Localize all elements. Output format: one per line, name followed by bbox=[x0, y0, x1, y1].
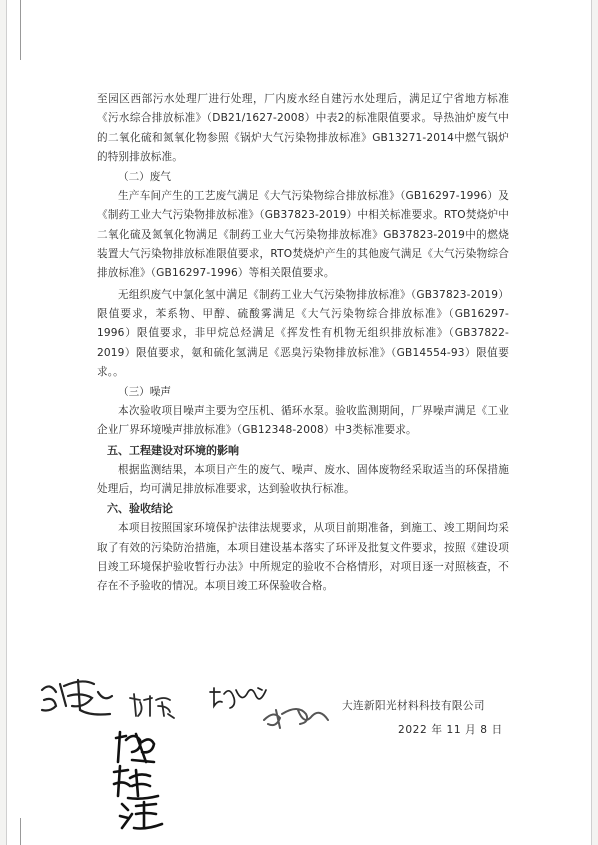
paragraph-acceptance-conclusion: 本项目按照国家环境保护法律法规要求，从项目前期准备，到施工、竣工期间均采取了有效的污染防治措施，本项目建设基本落实了环评及批复文件要求，按照《建设项目竣工环境保护验收暂行办法》中所规定的验收不合格情形，对项目逐一对照核查，不存在不予验收的情况。本项目竣工环保验收合格。 bbox=[97, 522, 509, 593]
paragraph-noise: 本次验收项目噪声主要为空压机、循环水泵。验收监测期间，厂界噪声满足《工业企业厂界环境噪声排放标准》（GB12348-2008）中3类标准要求。 bbox=[97, 405, 509, 437]
signature-date: 2022 年 11 月 8 日 bbox=[398, 724, 503, 736]
heading-noise: （三）噪声 bbox=[118, 386, 171, 399]
paragraph-wastewater: 至园区西部污水处理厂进行处理，厂内废水经自建污水处理后，满足辽宁省地方标准《污水综合排放标准》（DB21/1627-2008）中表2的标准限值要求。导热油炉废气中的二氧化硫和氮氧化物参照《锅炉大气污染物排放标准》GB13271-2014中燃气锅炉的特别排放标准。 bbox=[97, 93, 509, 163]
fold-line-top bbox=[20, 0, 21, 60]
heading-acceptance-conclusion: 六、验收结论 bbox=[107, 502, 173, 516]
signature-7 bbox=[118, 798, 168, 834]
document-body bbox=[97, 90, 509, 597]
signature-5 bbox=[112, 728, 160, 768]
signature-2 bbox=[128, 692, 178, 722]
signature-4 bbox=[262, 704, 332, 734]
paragraph-fugitive-gas: 无组织废气中氯化氢中满足《制药工业大气污染物排放标准》（GB37823-2019）限值要求，苯系物、甲醇、硫酸雾满足《大气污染物综合排放标准》（GB16297-1996）限值要求，非甲烷总烃满足《挥发性有机物无组织排放标准》（GB37822-2019）限值要求，氨和硫化氢满足《恶臭污染物排放标准》（GB14554-93）限值要求。。 bbox=[97, 288, 509, 378]
heading-waste-gas: （二）废气 bbox=[118, 171, 171, 184]
heading-environmental-impact: 五、工程建设对环境的影响 bbox=[107, 443, 239, 457]
paragraph-environmental-impact: 根据监测结果，本项目产生的废气、噪声、废水、固体废物经采取适当的环保措施处理后，均可满足排放标准要求，达到验收执行标准。 bbox=[97, 463, 509, 496]
company-name: 大连新阳光材料科技有限公司 bbox=[342, 700, 485, 712]
paragraph-process-gas: 生产车间产生的工艺废气满足《大气污染物综合排放标准》（GB16297-1996）及《制药工业大气污染物排放标准》（GB37823-2019）中相关标准要求。RTO焚烧炉中二氧化硫及氮氧化物满足《制药工业大气污染物排放标准》GB37823-2019中的燃烧装置大气污染物排放标准限值要求，RTO焚烧炉产生的其他废气满足《大气污染物综合排放标准》（GB16297-1996）等相关限值要求。 bbox=[97, 190, 509, 280]
fold-line-bottom bbox=[20, 818, 21, 845]
signature-1 bbox=[38, 676, 122, 720]
